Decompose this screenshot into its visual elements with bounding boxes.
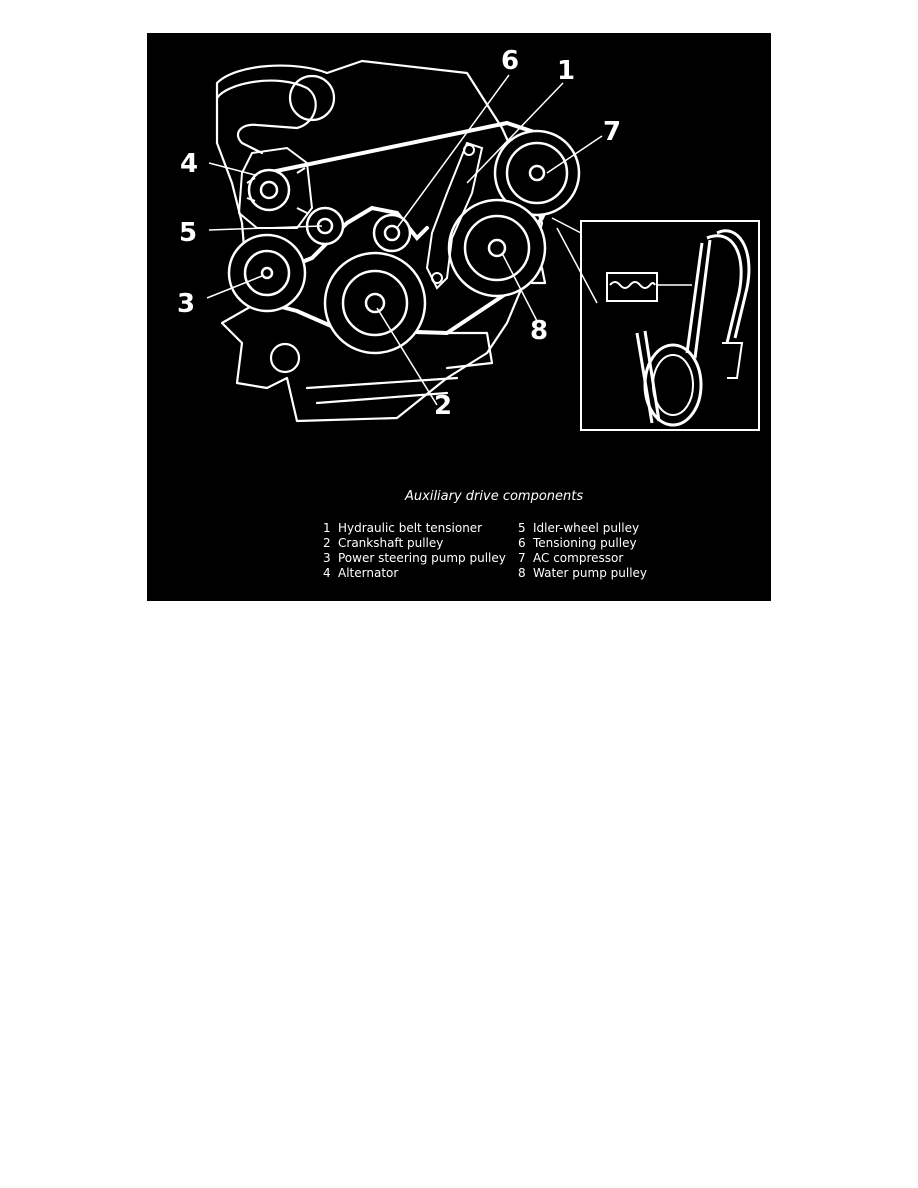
legend-item: 3 Power steering pump pulley xyxy=(323,551,506,565)
bracket-lower xyxy=(417,333,492,368)
legend-column-left xyxy=(323,521,506,581)
legend-item: 6 Tensioning pulley xyxy=(518,536,637,550)
figure-panel xyxy=(147,33,771,601)
legend-item: 5 Idler-wheel pulley xyxy=(518,521,640,535)
legend-item: 4 Alternator xyxy=(323,566,399,580)
legend-item: 1 Hydraulic belt tensioner xyxy=(323,521,483,535)
figure-caption-title: Auxiliary drive components xyxy=(405,489,584,504)
inset-connector-top xyxy=(552,218,581,233)
intake-port xyxy=(290,76,334,120)
callout-6: 6 xyxy=(501,46,520,76)
legend-item: 8 Water pump pulley xyxy=(518,566,648,580)
belt-cross-section xyxy=(607,273,657,301)
legend-item: 2 Crankshaft pulley xyxy=(323,536,444,550)
legend-item: 7 AC compressor xyxy=(518,551,624,565)
inset-connector-bottom xyxy=(557,228,597,303)
callout-4: 4 xyxy=(180,149,199,179)
callout-2: 2 xyxy=(434,391,453,421)
legend-column-right xyxy=(518,521,647,581)
leader-5 xyxy=(209,226,322,230)
callout-1: 1 xyxy=(557,56,576,86)
ribbed-belt-loop xyxy=(707,231,749,343)
callout-3: 3 xyxy=(177,289,196,319)
callout-8: 8 xyxy=(530,316,549,346)
block-boss xyxy=(271,344,299,372)
leader-4 xyxy=(209,163,255,175)
callout-5: 5 xyxy=(179,218,198,248)
callout-7: 7 xyxy=(603,117,622,147)
engine-belt-diagram xyxy=(147,33,771,601)
